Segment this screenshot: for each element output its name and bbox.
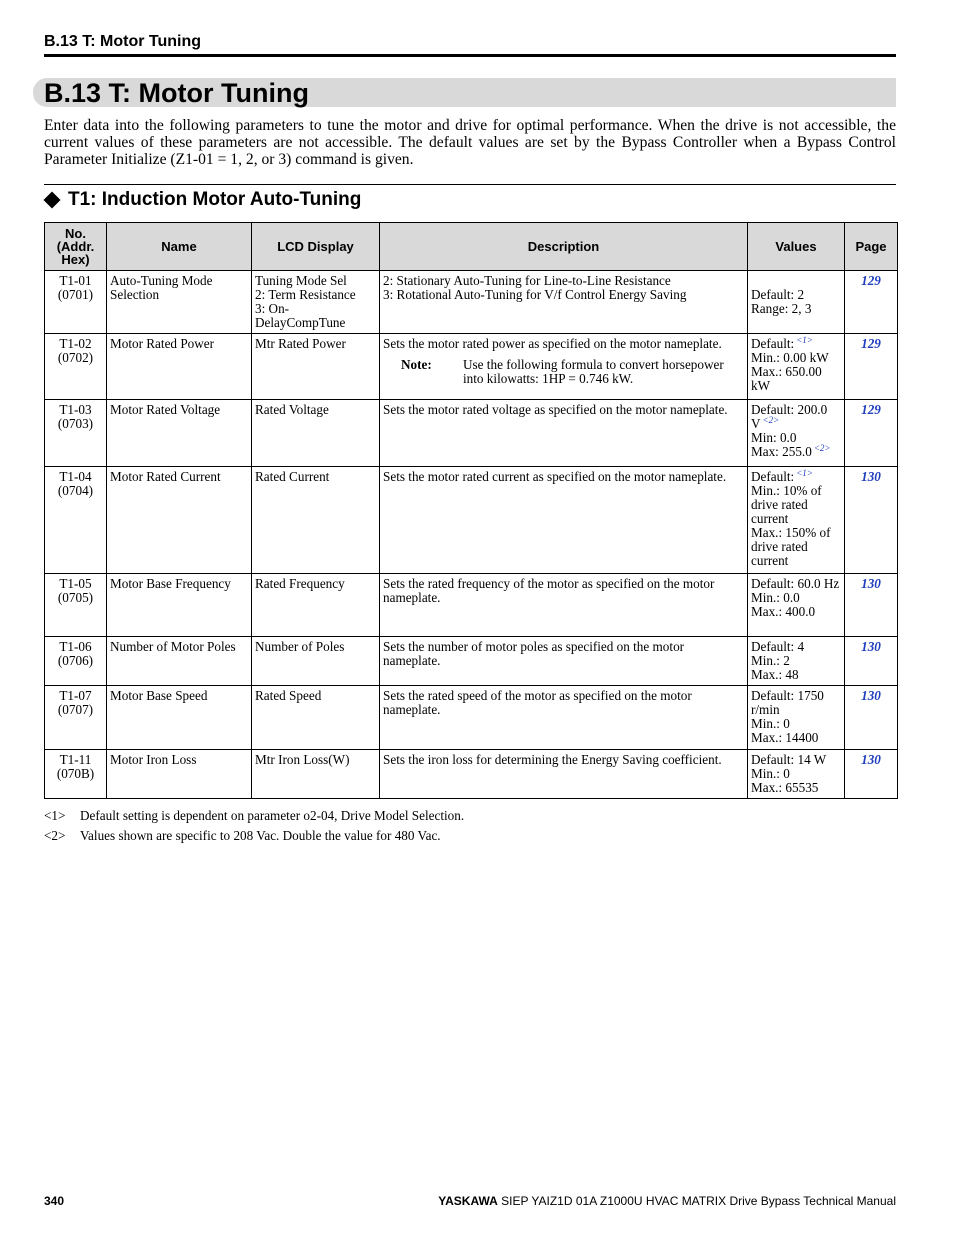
value-line: Max.: 14400 xyxy=(751,730,819,745)
description-cell xyxy=(380,637,748,686)
value-line: Max.: 48 xyxy=(751,667,799,682)
section-title: B.13 T: Motor Tuning xyxy=(44,78,309,108)
value-text: Default: xyxy=(751,336,795,351)
diamond-bullet-icon xyxy=(44,192,61,209)
table-row xyxy=(45,467,898,574)
lcd-display-cell xyxy=(252,334,380,400)
value-line: Min: 0.0 xyxy=(751,430,797,445)
header-no-line: Hex) xyxy=(61,252,90,267)
footnote-mark: <2> xyxy=(44,828,66,843)
value-line: Min.: 0 xyxy=(751,766,790,781)
lcd-display-cell xyxy=(252,467,380,574)
footnote-ref[interactable]: <2> xyxy=(813,442,831,453)
lcd-line: Tuning Mode Sel xyxy=(255,273,347,288)
page-link[interactable]: 130 xyxy=(845,750,898,799)
description-line: Sets the iron loss for determining the Energy Saving coefficient. xyxy=(383,752,722,767)
param-number-cell xyxy=(45,574,107,637)
param-number-cell xyxy=(45,400,107,467)
param-address: (0703) xyxy=(57,416,94,431)
value-text: Default: xyxy=(751,469,795,484)
value-line: Default: 14 W xyxy=(751,752,827,767)
footnote xyxy=(44,826,464,846)
value-text: Max: 255.0 xyxy=(751,444,812,459)
page-number: 340 xyxy=(44,1194,65,1208)
header-no-line: (Addr. xyxy=(56,239,95,254)
description-cell xyxy=(380,271,748,334)
note-text: Use the following formula to convert horsepower into kilowatts: 1HP = 0.746 kW. xyxy=(463,357,724,386)
value-line: Max.: 150% of drive rated current xyxy=(751,525,831,568)
page-link[interactable]: 129 xyxy=(845,334,898,400)
footnote-ref[interactable]: <1> xyxy=(796,334,813,345)
table-row xyxy=(45,574,898,637)
manual-title-text: SIEP YAIZ1D 01A Z1000U HVAC MATRIX Drive Bypass Technical Manual xyxy=(501,1194,896,1208)
values-cell xyxy=(748,467,845,574)
footnote-text: Default setting is dependent on parameter o2-04, Drive Model Selection. xyxy=(80,808,465,823)
values-cell xyxy=(748,334,845,400)
value-line: Min.: 0.0 xyxy=(751,590,800,605)
footnote-ref[interactable]: <1> xyxy=(796,467,813,478)
lcd-line: Mtr Iron Loss(W) xyxy=(255,752,350,767)
values-cell xyxy=(748,750,845,799)
parameter-table xyxy=(44,222,898,799)
description-line: Sets the rated frequency of the motor as specified on the motor nameplate. xyxy=(383,576,715,605)
values-cell xyxy=(748,271,845,334)
table-row xyxy=(45,637,898,686)
param-name: Motor Rated Voltage xyxy=(107,400,252,467)
description-line: Sets the number of motor poles as specified on the motor nameplate. xyxy=(383,639,685,668)
page-link[interactable]: 129 xyxy=(845,271,898,334)
lcd-display-cell xyxy=(252,400,380,467)
lcd-line: Rated Voltage xyxy=(255,402,329,417)
param-name: Motor Base Frequency xyxy=(107,574,252,637)
lcd-line: Rated Current xyxy=(255,469,330,484)
lcd-line: Rated Speed xyxy=(255,688,322,703)
table-row xyxy=(45,686,898,750)
param-number: T1-05 xyxy=(59,576,92,591)
page-link[interactable]: 129 xyxy=(845,400,898,467)
param-address: (0702) xyxy=(57,350,94,365)
param-number: T1-04 xyxy=(59,469,92,484)
header-lcd-display: LCD Display xyxy=(252,223,380,271)
values-cell xyxy=(748,400,845,467)
description-cell xyxy=(380,750,748,799)
description-line: Sets the rated speed of the motor as specified on the motor nameplate. xyxy=(383,688,692,717)
table-row xyxy=(45,750,898,799)
value-line: Max.: 65535 xyxy=(751,780,819,795)
value-line xyxy=(751,442,841,459)
param-number-cell xyxy=(45,686,107,750)
lcd-line: Number of Poles xyxy=(255,639,345,654)
param-address: (0706) xyxy=(57,653,94,668)
value-text: Default: 200.0 V xyxy=(751,402,828,431)
value-line xyxy=(751,334,841,351)
value-line: Range: 2, 3 xyxy=(751,301,812,316)
values-cell xyxy=(748,637,845,686)
lcd-display-cell xyxy=(252,574,380,637)
footnote xyxy=(44,806,464,826)
description-line: 2: Stationary Auto-Tuning for Line-to-Line Resistance xyxy=(383,273,671,288)
description-cell xyxy=(380,334,748,400)
subsection-heading xyxy=(44,189,361,211)
value-line xyxy=(751,403,841,431)
value-line: Default: 60.0 Hz xyxy=(751,576,840,591)
header-no-line: No. xyxy=(65,226,86,241)
lcd-line: Rated Frequency xyxy=(255,576,345,591)
param-number-cell xyxy=(45,750,107,799)
footnotes xyxy=(44,806,464,846)
param-name: Motor Rated Power xyxy=(107,334,252,400)
param-address: (0701) xyxy=(57,287,94,302)
lcd-display-cell xyxy=(252,750,380,799)
param-number: T1-03 xyxy=(59,402,92,417)
description-cell xyxy=(380,467,748,574)
value-line: Min.: 0 xyxy=(751,716,790,731)
description-line: Sets the motor rated power as specified on the motor nameplate. xyxy=(383,336,722,351)
param-address: (0707) xyxy=(57,702,94,717)
values-cell xyxy=(748,686,845,750)
table-row xyxy=(45,400,898,467)
description-line: Sets the motor rated current as specified on the motor nameplate. xyxy=(383,469,727,484)
subsection-rule xyxy=(44,184,896,185)
lcd-display-cell xyxy=(252,271,380,334)
intro-paragraph: Enter data into the following parameters to tune the motor and drive for optimal performance. When the drive is not accessible, the current values of these parameters are not accessible. The default values are set by the Bypass Controller when a Bypass Control Parameter Initialize (Z1-01 = 1, 2, or 3) command is given. xyxy=(44,117,896,168)
param-name: Motor Base Speed xyxy=(107,686,252,750)
value-line: Min.: 10% of drive rated current xyxy=(751,483,822,526)
footnote-mark: <1> xyxy=(44,808,66,823)
header-page: Page xyxy=(845,223,898,271)
note-label: Note: xyxy=(401,357,432,372)
footnote-ref[interactable]: <2> xyxy=(762,414,780,425)
lcd-display-cell xyxy=(252,686,380,750)
subsection-title: T1: Induction Motor Auto-Tuning xyxy=(68,189,362,210)
values-cell xyxy=(748,574,845,637)
description-line: Sets the motor rated voltage as specified on the motor nameplate. xyxy=(383,402,728,417)
header-rule xyxy=(44,54,896,57)
note-block xyxy=(401,358,744,386)
lcd-line: 3: On-DelayCompTune xyxy=(255,301,346,330)
description-cell xyxy=(380,574,748,637)
running-head: B.13 T: Motor Tuning xyxy=(44,33,202,50)
param-number-cell xyxy=(45,334,107,400)
table-row xyxy=(45,271,898,334)
page-link[interactable]: 130 xyxy=(845,637,898,686)
param-number: T1-01 xyxy=(59,273,92,288)
param-address: (0705) xyxy=(57,590,94,605)
brand-name: YASKAWA xyxy=(438,1194,498,1208)
description-cell xyxy=(380,400,748,467)
manual-title xyxy=(438,1194,896,1208)
value-line: Max.: 650.00 kW xyxy=(751,364,822,393)
param-number-cell xyxy=(45,271,107,334)
param-number-cell xyxy=(45,467,107,574)
param-number: T1-07 xyxy=(59,688,92,703)
param-name: Motor Rated Current xyxy=(107,467,252,574)
header-name: Name xyxy=(107,223,252,271)
description-cell xyxy=(380,686,748,750)
param-number: T1-06 xyxy=(59,639,92,654)
table-header-row xyxy=(45,223,898,271)
param-number-cell xyxy=(45,637,107,686)
header-values: Values xyxy=(748,223,845,271)
lcd-line: 2: Term Resistance xyxy=(255,287,356,302)
header-description: Description xyxy=(380,223,748,271)
value-line: Default: 2 xyxy=(751,287,805,302)
value-line: Default: 4 xyxy=(751,639,805,654)
param-name: Auto-Tuning Mode Selection xyxy=(107,271,252,334)
value-line: Default: 1750 r/min xyxy=(751,688,824,717)
lcd-display-cell xyxy=(252,637,380,686)
value-line: Min.: 2 xyxy=(751,653,790,668)
lcd-line: Mtr Rated Power xyxy=(255,336,346,351)
description-line: 3: Rotational Auto-Tuning for V/f Control Energy Saving xyxy=(383,287,687,302)
value-line xyxy=(751,467,841,484)
table-row xyxy=(45,334,898,400)
param-address: (0704) xyxy=(57,483,94,498)
header-no xyxy=(45,223,107,271)
param-number: T1-02 xyxy=(59,336,92,351)
footnote-text: Values shown are specific to 208 Vac. Double the value for 480 Vac. xyxy=(80,828,441,843)
param-name: Number of Motor Poles xyxy=(107,637,252,686)
page-link[interactable]: 130 xyxy=(845,467,898,574)
param-name: Motor Iron Loss xyxy=(107,750,252,799)
value-line: Min.: 0.00 kW xyxy=(751,350,829,365)
param-address: (070B) xyxy=(56,766,95,781)
param-number: T1-11 xyxy=(59,752,92,767)
page-link[interactable]: 130 xyxy=(845,686,898,750)
page-link[interactable]: 130 xyxy=(845,574,898,637)
value-line: Max.: 400.0 xyxy=(751,604,816,619)
